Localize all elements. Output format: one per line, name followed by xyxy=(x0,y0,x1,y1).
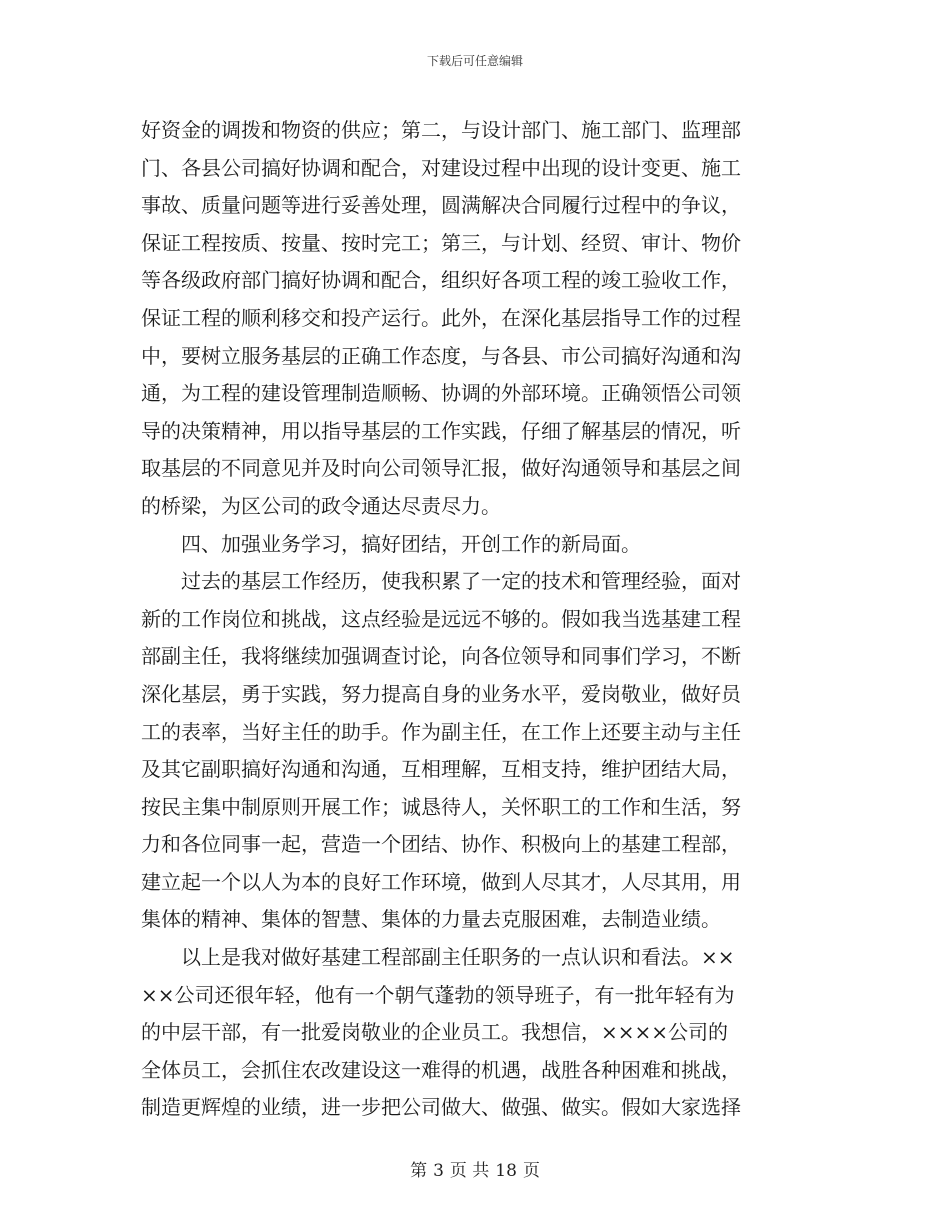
header-note: 下载后可任意编辑 xyxy=(426,54,523,68)
text-line: 按民主集中制原则开展工作；诚恳待人，关怀职工的工作和生活，努 xyxy=(141,794,741,819)
text-line: 导的决策精神，用以指导基层的工作实践，仔细了解基层的情况，听 xyxy=(141,418,741,443)
text-line: 通，为工程的建设管理制造顺畅、协调的外部环境。正确领悟公司领 xyxy=(141,381,741,406)
text-line: 建立起一个以人为本的良好工作环境，做到人尽其才，人尽其用，用 xyxy=(141,869,741,894)
text-line: 以上是我对做好基建工程部副主任职务的一点认识和看法。×× xyxy=(141,945,735,970)
section-heading: 四、加强业务学习，搞好团结，开创工作的新局面。 xyxy=(141,531,641,556)
page-prefix: 第 xyxy=(410,1161,428,1181)
current-page-number: 3 xyxy=(433,1161,444,1181)
text-line: ××公司还很年轻，他有一个朝气蓬勃的领导班子，有一批年轻有为 xyxy=(141,982,735,1007)
text-line: 及其它副职搞好沟通和沟通，互相理解，互相支持，维护团结大局， xyxy=(141,757,741,782)
text-line: 保证工程按质、按量、按时完工；第三，与计划、经贸、审计、物价 xyxy=(141,230,741,255)
text-line: 新的工作岗位和挑战，这点经验是远远不够的。假如我当选基建工程 xyxy=(141,606,741,631)
page-suffix: 页 xyxy=(522,1161,540,1181)
text-line: 中，要树立服务基层的正确工作态度，与各县、市公司搞好沟通和沟 xyxy=(141,343,741,368)
text-line: 过去的基层工作经历，使我积累了一定的技术和管理经验，面对 xyxy=(141,569,741,594)
text-line: 深化基层，勇于实践，努力提高自身的业务水平，爱岗敬业，做好员 xyxy=(141,681,741,706)
text-line: 取基层的不同意见并及时向公司领导汇报，做好沟通领导和基层之间 xyxy=(141,456,741,481)
text-line: 事故、质量问题等进行妥善处理，圆满解决合同履行过程中的争议， xyxy=(141,193,741,218)
text-line: 的桥梁，为区公司的政令通达尽责尽力。 xyxy=(141,493,501,518)
page-middle-text: 页 共 xyxy=(449,1161,490,1181)
text-line: 保证工程的顺利移交和投产运行。此外，在深化基层指导工作的过程 xyxy=(141,305,741,330)
text-line: 门、各县公司搞好协调和配合，对建设过程中出现的设计变更、施工 xyxy=(141,155,741,180)
text-line: 等各级政府部门搞好协调和配合，组织好各项工程的竣工验收工作， xyxy=(141,268,741,293)
text-line: 好资金的调拨和物资的供应；第二，与设计部门、施工部门、监理部 xyxy=(141,118,741,142)
page-number-footer xyxy=(0,1156,950,1181)
text-line: 集体的精神、集体的智慧、集体的力量去克服困难，去制造业绩。 xyxy=(141,907,721,932)
text-line: 部副主任，我将继续加强调查讨论，向各位领导和同事们学习，不断 xyxy=(141,644,741,669)
text-line: 工的表率，当好主任的助手。作为副主任，在工作上还要主动与主任 xyxy=(141,719,741,744)
total-pages-number: 18 xyxy=(495,1161,517,1181)
document-body xyxy=(141,112,796,1127)
text-line: 制造更辉煌的业绩，进一步把公司做大、做强、做实。假如大家选择 xyxy=(141,1095,741,1120)
text-line: 全体员工，会抓住农改建设这一难得的机遇，战胜各种困难和挑战， xyxy=(141,1057,741,1082)
text-line: 力和各位同事一起，营造一个团结、协作、积极向上的基建工程部， xyxy=(141,832,741,857)
text-line: 的中层干部，有一批爱岗敬业的企业员工。我想信，××××公司的 xyxy=(141,1020,729,1045)
